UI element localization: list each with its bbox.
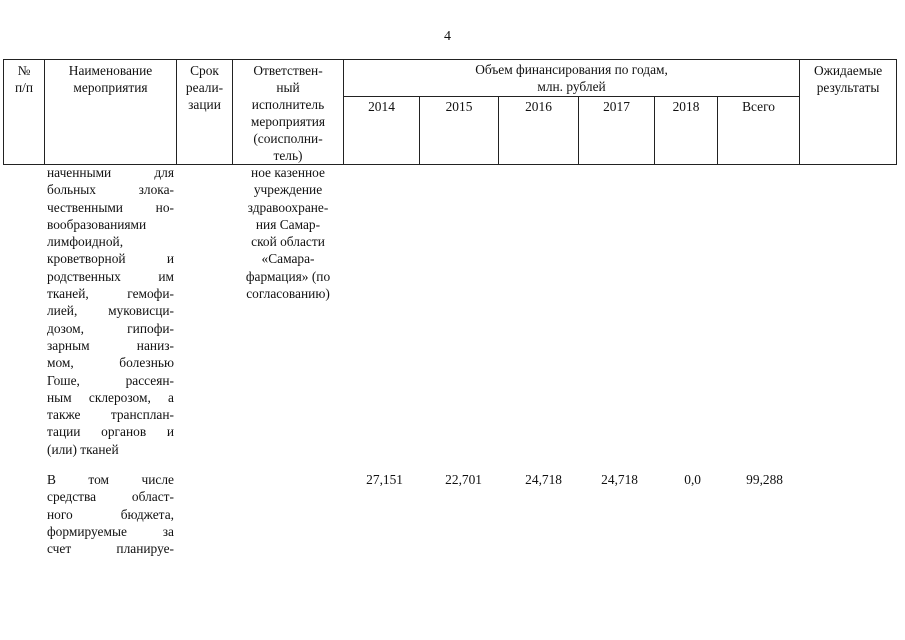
header-year-2018: 2018 xyxy=(655,96,718,164)
row2-value-2018: 0,0 xyxy=(684,472,701,487)
row2-value-2016: 24,718 xyxy=(525,472,562,487)
row2-value-2014: 27,151 xyxy=(366,472,403,487)
row1-executor-cell: ное казенное учреждение здравоохране- ния Самар- ской области «Самара- фармация» (по согласованию) xyxy=(245,165,331,302)
header-total: Всего xyxy=(718,96,800,164)
header-name: Наименование мероприятия xyxy=(45,60,177,165)
row2-value-2017: 24,718 xyxy=(601,472,638,487)
row2-value-total: 99,288 xyxy=(746,472,783,487)
header-table xyxy=(3,59,897,165)
row2-value-2015: 22,701 xyxy=(445,472,482,487)
header-executor: Ответствен- ный исполнитель мероприятия (соисполни- тель) xyxy=(233,60,344,165)
header-year-2015: 2015 xyxy=(420,96,499,164)
page-number: 4 xyxy=(444,29,451,44)
table-body xyxy=(3,163,896,633)
header-financing: Объем финансирования по годам, млн. рублей xyxy=(344,60,800,97)
header-year-2014: 2014 xyxy=(344,96,420,164)
header-year-2017: 2017 xyxy=(579,96,655,164)
header-year-2016: 2016 xyxy=(499,96,579,164)
header-term: Срок реали- зации xyxy=(177,60,233,165)
row2-name-cell: В том числе средства област- ного бюджета, формируемые за счет планируе- xyxy=(47,472,174,557)
header-number: № п/п xyxy=(4,60,45,165)
header-results: Ожидаемые результаты xyxy=(800,60,897,165)
row1-name-cell: наченными для больных злока- чественными но- вообразованиями лимфоидной, кроветворной и родственных им тканей, гемофи- лией, муковисци- дозом, гипофи- зарным наниз- мом, болезнью Гоше, рассеян- ным склерозом, а также трансплан- тации органов и (или) тканей xyxy=(47,165,174,457)
